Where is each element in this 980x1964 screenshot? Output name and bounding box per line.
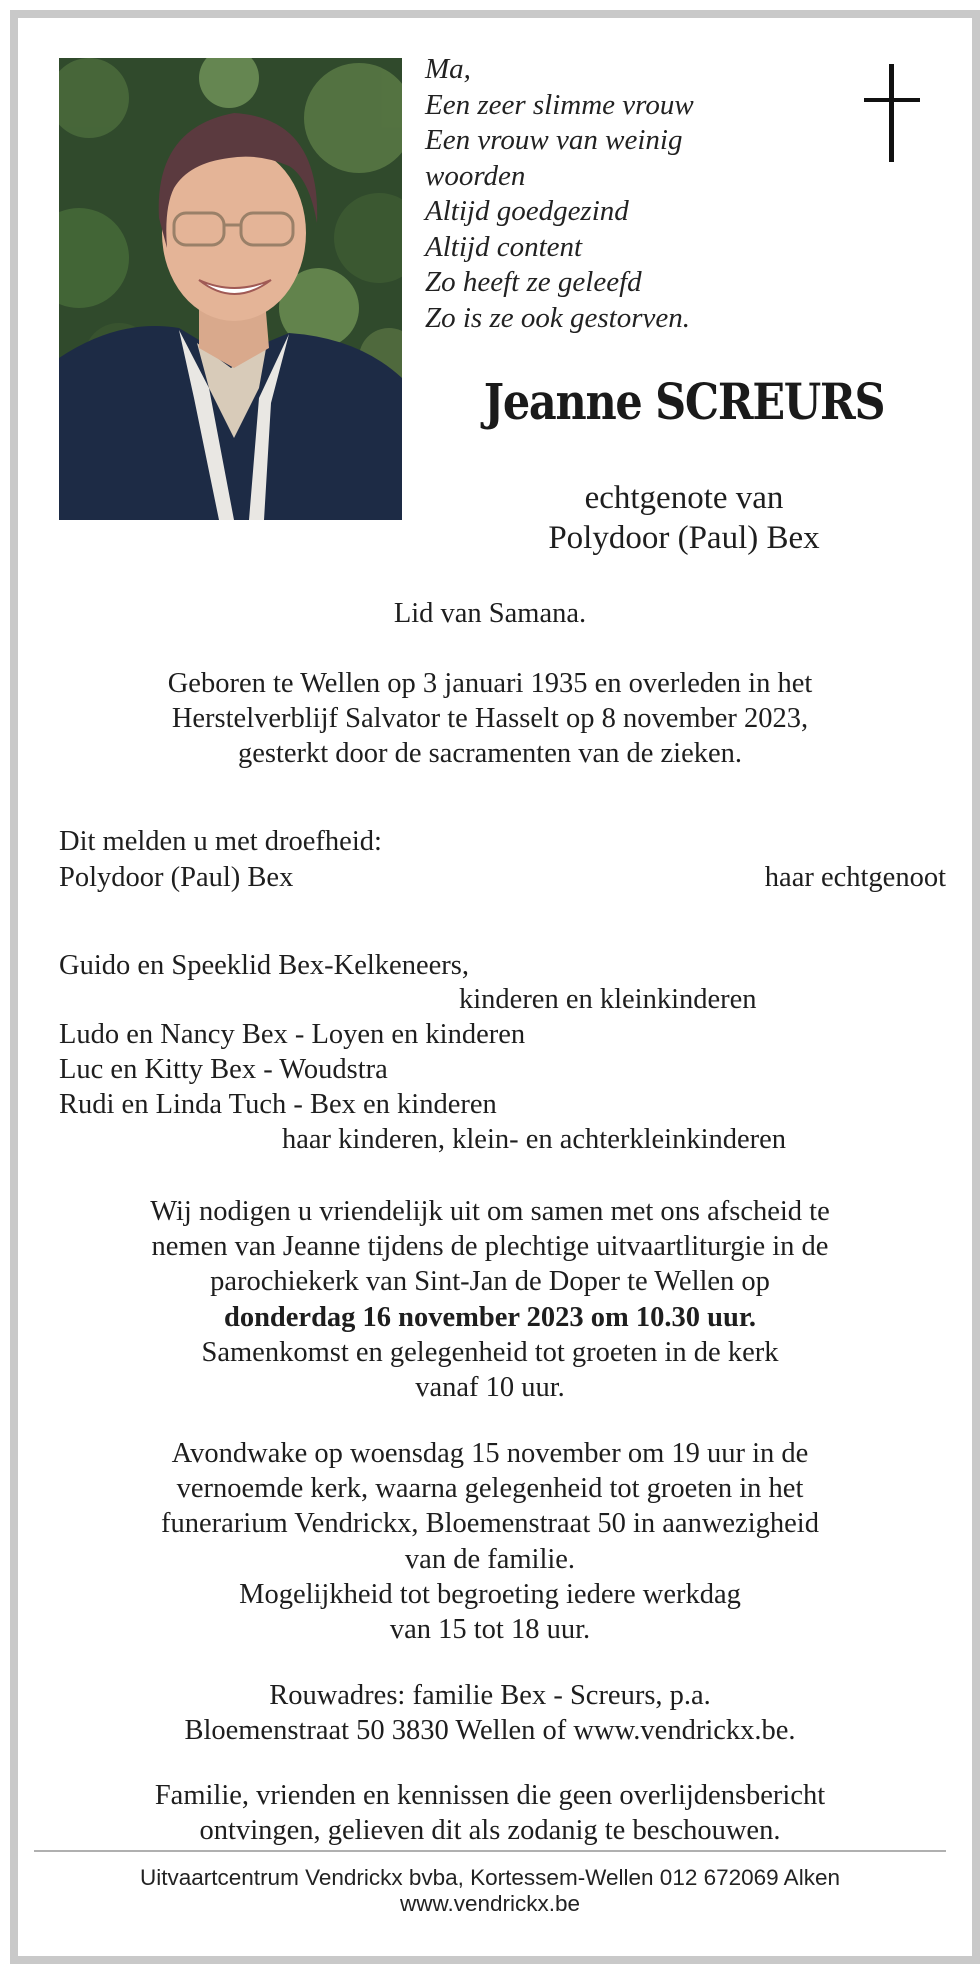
paragraph-line: parochiekerk van Sint-Jan de Doper te Wellen op xyxy=(210,1266,770,1298)
family-entry: Rudi en Linda Tuch - Bex en kinderen xyxy=(59,1089,497,1120)
footer-company: Uitvaartcentrum Vendrickx bvba, Kortessem-Wellen 012 672069 Alken xyxy=(140,1865,840,1890)
poem-line: Ma, xyxy=(425,53,471,85)
membership xyxy=(34,596,946,631)
poem-line: Zo is ze ook gestorven. xyxy=(425,301,690,334)
family-entry: Luc en Kitty Bex - Woudstra xyxy=(59,1054,388,1085)
poem-line: Zo heeft ze geleefd xyxy=(425,266,642,298)
poem-line: Een vrouw van weinig xyxy=(425,124,683,156)
paragraph-line: funerarium Vendrickx, Bloemenstraat 50 in aanwezigheid xyxy=(161,1508,819,1540)
paragraph-line: Samenkomst en gelegenheid tot groeten in de kerk xyxy=(201,1336,779,1368)
poem-line: woorden xyxy=(425,159,526,192)
spouse-line: echtgenote van xyxy=(584,480,784,516)
paragraph-line: van 15 tot 18 uur. xyxy=(389,1614,591,1646)
husband-role: haar echtgenoot xyxy=(764,862,946,893)
family-entry: Ludo en Nancy Bex - Loyen en kinderen xyxy=(59,1019,526,1050)
paragraph-line: Avondwake op woensdag 15 november om 19 uur in de xyxy=(171,1438,809,1469)
deceased-name: Jeanne SCREURS xyxy=(483,372,885,431)
paragraph-line: vanaf 10 uur. xyxy=(415,1372,565,1404)
family-role: kinderen en kleinkinderen xyxy=(459,984,757,1015)
wake-info xyxy=(34,1436,946,1647)
poem-line: Een zeer slimme vrouw xyxy=(425,88,694,121)
husband-name: Polydoor (Paul) Bex xyxy=(59,862,294,893)
paragraph-line: Mogelijkheid tot begroeting iedere werkdag xyxy=(239,1578,741,1610)
funeral-invitation xyxy=(34,1194,946,1405)
portrait-photo xyxy=(59,58,402,520)
mourning-address xyxy=(34,1678,946,1748)
paragraph-line: Bloemenstraat 50 3830 Wellen of www.vendrickx.be. xyxy=(184,1715,796,1747)
poem-line: Altijd goedgezind xyxy=(425,195,629,227)
footer-divider xyxy=(34,1850,946,1852)
paragraph-line: Familie, vrienden en kennissen die geen overlijdensbericht xyxy=(154,1780,826,1811)
birth-death-paragraph xyxy=(34,666,946,772)
funeral-date: donderdag 16 november 2023 om 10.30 uur. xyxy=(223,1301,757,1333)
paragraph-line: Herstelverblijf Salvator te Hasselt op 8 november 2023, xyxy=(171,703,809,735)
paragraph-line: Wij nodigen u vriendelijk uit om samen met ons afscheid te xyxy=(150,1196,830,1227)
paragraph-line: ontvingen, gelieven dit als zodanig te beschouwen. xyxy=(199,1815,781,1847)
death-notice xyxy=(34,34,946,1944)
paragraph-line: Rouwadres: familie Bex - Screurs, p.a. xyxy=(269,1680,711,1711)
paragraph-line: gesterkt door de sacramenten van de zieken. xyxy=(237,738,743,770)
closing-note xyxy=(34,1778,946,1848)
paragraph-line: nemen van Jeanne tijdens de plechtige uitvaartliturgie in de xyxy=(151,1231,829,1263)
footer xyxy=(34,1865,946,1917)
paragraph-line: vernoemde kerk, waarna gelegenheid tot groeten in het xyxy=(176,1473,804,1505)
spouse-name: Polydoor (Paul) Bex xyxy=(548,520,820,556)
footer-website-link[interactable]: www.vendrickx.be xyxy=(399,1891,581,1916)
poem xyxy=(425,52,785,336)
paragraph-line: Geboren te Wellen op 3 januari 1935 en overleden in het xyxy=(167,668,813,699)
membership-text: Lid van Samana. xyxy=(393,598,587,629)
spouse-block xyxy=(424,478,944,558)
family-entry: Guido en Speeklid Bex-Kelkeneers, xyxy=(59,950,469,981)
family-role: haar kinderen, klein- en achterkleinkinderen xyxy=(282,1124,787,1155)
poem-line: Altijd content xyxy=(425,230,583,263)
paragraph-line: van de familie. xyxy=(404,1543,576,1575)
cross-icon xyxy=(864,64,920,168)
announce-intro: Dit melden u met droefheid: xyxy=(59,826,382,857)
